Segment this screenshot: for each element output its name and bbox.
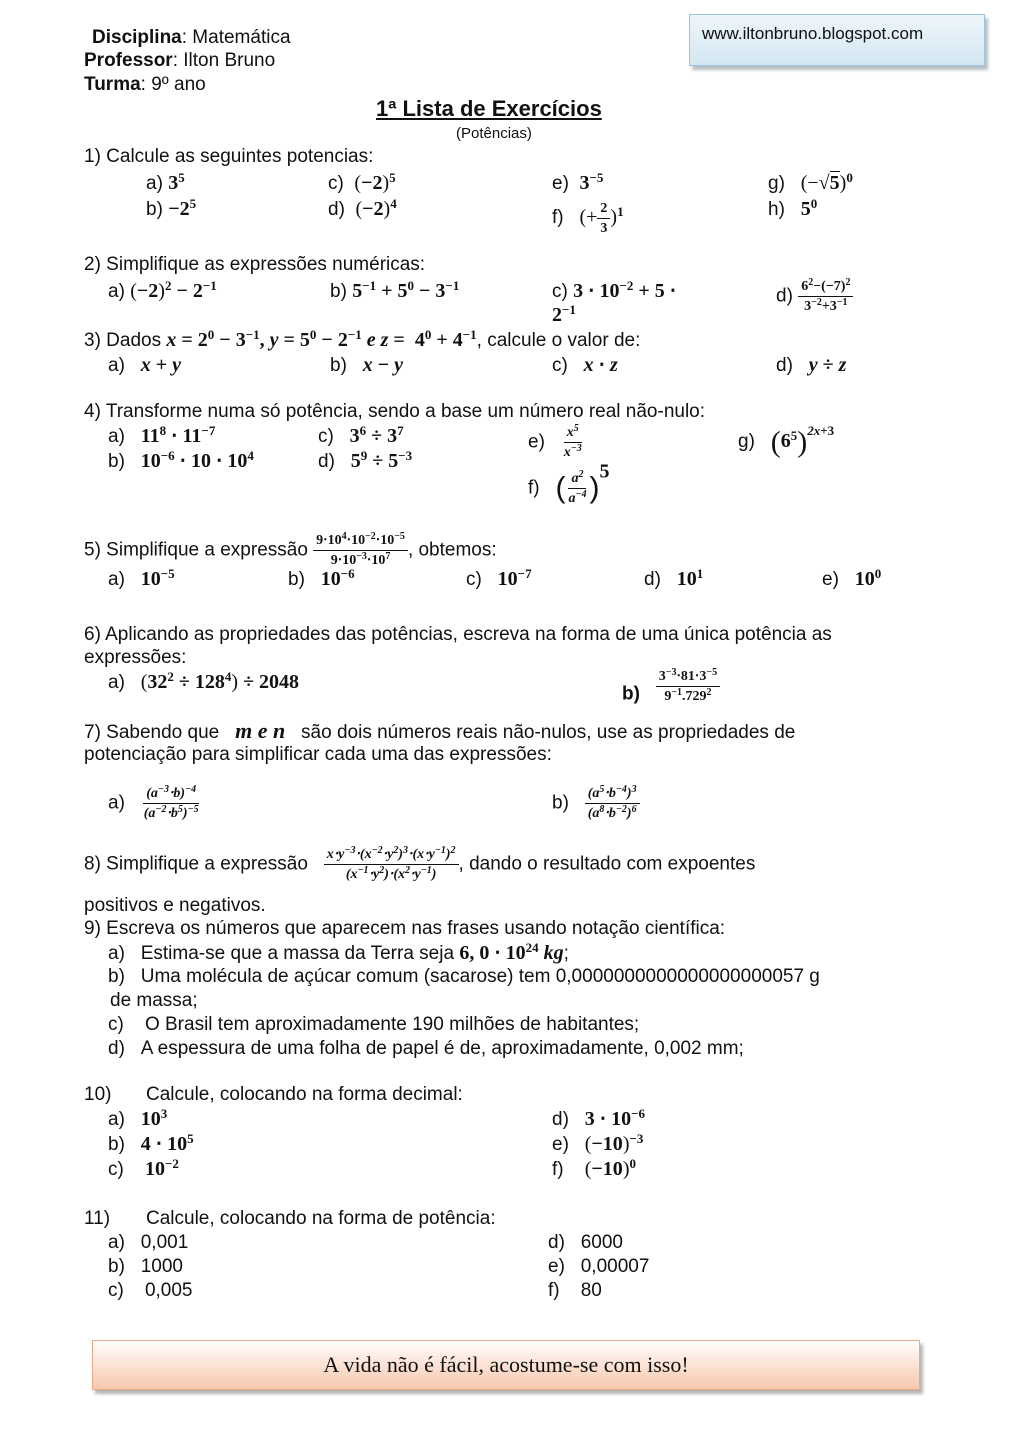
q1-statement: 1) Calcule as seguintes potencias: <box>84 146 374 167</box>
q2-c-cont: $2^{-1}$ <box>552 302 576 326</box>
q5-suffix: , obtemos: <box>407 539 497 561</box>
q1-c: c) $(-2)^5$ <box>328 170 396 194</box>
q1-e: e) $3^{-5}$ <box>552 170 604 194</box>
q1-g: g) $(-√5)^0$ <box>768 170 853 194</box>
q11-d-value: 6000 <box>580 1232 624 1253</box>
q1-b: $b) -2^5$ <box>146 196 197 220</box>
q9-statement: 9) Escreva os números que aparecem nas frases usando notação científica: <box>84 918 726 939</box>
q9-a-text: Estima-se que a massa da Terra seja <box>140 943 455 964</box>
q3-b: b) x − y <box>330 354 404 376</box>
q11-statement: Calcule, colocando na forma de potência: <box>146 1208 496 1229</box>
q3-prefix: 3) Dados <box>84 330 162 351</box>
q7-a: a) $\frac{(a^{-3}\cdot b)^{-4}}{(a^{-2}\cdot b^5)^{-5}}$ <box>108 784 199 821</box>
q11-e-value: 0,00007 <box>580 1256 650 1277</box>
q5-option-c: c) $10^{-7}$ <box>466 566 532 590</box>
page-title: 1ª Lista de Exercícios <box>376 96 602 121</box>
q11-f: f) 80 <box>548 1280 602 1301</box>
website-box <box>689 14 985 66</box>
q2-statement: 2) Simplifique as expressões numéricas: <box>84 254 426 275</box>
professor-value: : Ilton Bruno <box>172 50 276 71</box>
q10-a: a) $10^3$ <box>108 1106 168 1130</box>
q5-option-a: a) $10^{-5}$ <box>108 566 175 590</box>
q7-prefix: 7) Sabendo que <box>84 722 220 743</box>
professor-line <box>84 50 275 72</box>
page-subtitle: (Potências) <box>456 125 532 142</box>
q1-h: h) $5^0$ <box>768 196 818 220</box>
q9-d: d) A espessura de uma folha de papel é de, aproximadamente, 0,002 mm; <box>108 1038 744 1059</box>
q5-option-d: d) $10^1$ <box>644 566 704 590</box>
q10-b: b) $4 \cdot 10^5$ <box>108 1131 194 1155</box>
q4-statement: 4) Transforme numa só potência, sendo a base um número real não-nulo: <box>84 401 706 422</box>
q7-statement-cont: potenciação para simplificar cada uma das expressões: <box>84 744 552 765</box>
q11-d: d) 6000 <box>548 1232 624 1253</box>
q9-c: c) O Brasil tem aproximadamente 190 milhões de habitantes; <box>108 1014 640 1035</box>
turma-label: Turma <box>84 74 141 95</box>
q4-f: f) ( $\frac{a^2}{a^{-4}}$ )$^5$ <box>528 460 610 506</box>
q6-statement: 6) Aplicando as propriedades das potências, escreva na forma de uma única potência as <box>84 624 832 645</box>
q3-d: d) y ÷ z <box>776 354 847 376</box>
q9-b: b) Uma molécula de açúcar comum (sacarose) tem 0,0000000000000000000057 g <box>108 966 820 987</box>
q2-c: c) $3 \cdot 10^{-2} + 5$ ⋅ <box>552 278 677 302</box>
motto-box <box>92 1340 920 1390</box>
disciplina-label: Disciplina <box>92 27 182 48</box>
q10-number: 10) <box>84 1084 112 1105</box>
q8-statement-cont: positivos e negativos. <box>84 895 266 916</box>
q7-statement: 7) Sabendo que m e n são dois números reais não-nulos, use as propriedades de <box>84 718 796 743</box>
q8-statement: 8) Simplifique a expressão $\frac{x\cdot y^{-3}\cdot(x^{-2}\cdot y^2)^3\cdot(x\cdot y^{-1})^2}{(x^{-1}\cdot y^2)\cdot(x^2\cdot y^{-1})}$ , dando o resultado com expoentes <box>84 845 756 882</box>
q8-suffix: , dando o resultado com expoentes <box>458 853 756 875</box>
q10-e: e) $(-10)^{-3}$ <box>552 1131 644 1155</box>
q3-c: c) x ⋅ z <box>552 354 618 376</box>
q5-statement: 5) Simplifique a expressão $\frac{9\cdot 10^4\cdot 10^{-2}\cdot 10^{-5}}{9\cdot 10^{-3}\cdot 10^7}$ , obtemos: <box>84 531 497 568</box>
q3-a: a) x + y <box>108 354 182 376</box>
professor-label: Professor <box>84 50 173 71</box>
q9-b-text: Uma molécula de açúcar comum (sacarose) tem 0,0000000000000000000057 g <box>140 966 820 987</box>
q5-option-e: e) $10^0$ <box>822 566 882 590</box>
q11-c-value: 0,005 <box>144 1280 193 1301</box>
disciplina-value: : Matemática <box>181 27 291 48</box>
q3-statement: 3) Dados $x = 2^0 - 3^{-1}$, $y = 5^0 - 2^{-1}$ e $z = 4^0 + 4^{-1}$, calcule o valor de: <box>84 327 641 351</box>
q5-prefix: 5) Simplifique a expressão <box>84 539 308 561</box>
q1-a: a) $3^5$ <box>146 170 185 194</box>
q11-f-value: 80 <box>580 1280 602 1301</box>
q11-number: 11) <box>84 1208 111 1229</box>
q6-b: b) $\frac{3^{-3}\cdot 81\cdot 3^{-5}}{9^{-1}.729^2}$ <box>622 668 720 706</box>
q11-e: e) 0,00007 <box>548 1256 650 1277</box>
website-url: www.iltonbruno.blogspot.com <box>702 24 924 43</box>
q11-b-value: 1000 <box>140 1256 184 1277</box>
q9-d-text: A espessura de uma folha de papel é de, aproximadamente, 0,002 mm; <box>140 1038 744 1059</box>
q1-d: d) $(-2)^4$ <box>328 196 397 220</box>
q4-e: e) $\frac{x^5}{x^{-3}}$ <box>528 423 582 460</box>
q11-c: c) 0,005 <box>108 1280 193 1301</box>
q8-prefix: 8) Simplifique a expressão <box>84 853 308 875</box>
disciplina-line <box>92 27 291 49</box>
q5-option-b: b) $10^{-6}$ <box>288 566 355 590</box>
motto-text: A vida não é fácil, acostume-se com isso! <box>323 1352 689 1377</box>
q4-c: c) $3^6 \div 3^7$ <box>318 423 404 447</box>
q3-suffix: , calcule o valor de: <box>476 330 641 351</box>
q10-statement: Calcule, colocando na forma decimal: <box>146 1084 463 1105</box>
q6-a: a) $(32^2 \div 128^4) \div 2048$ <box>108 669 300 693</box>
turma-value: : 9º ano <box>140 74 206 95</box>
q11-a-value: 0,001 <box>140 1232 189 1253</box>
q2-d: d) $\frac{6^2-(-7)^2}{3^{-2}+3^{-1}}$ <box>776 278 853 315</box>
q6-statement-cont: expressões: <box>84 647 187 668</box>
turma-line <box>84 74 206 96</box>
q9-b-cont: de massa; <box>110 990 198 1011</box>
q10-c: c) $10^{-2}$ <box>108 1156 179 1180</box>
q10-d: d) $3 \cdot 10^{-6}$ <box>552 1106 646 1130</box>
q9-a: a) Estima-se que a massa da Terra seja 6, $0 \cdot 10^{24}$ kg; <box>108 940 569 964</box>
q1-f: f) (+ $\frac{2}{3}$ )$^1$ <box>552 201 624 236</box>
q4-a: a) $11^8 \cdot 11^{-7}$ <box>108 423 216 447</box>
q4-g: g) $(6^5)^{2x+3}$ <box>738 423 835 459</box>
q11-a: a) 0,001 <box>108 1232 189 1253</box>
q4-d: d) $5^9 \div 5^{-3}$ <box>318 448 413 472</box>
q9-c-text: O Brasil tem aproximadamente 190 milhões de habitantes; <box>144 1014 640 1035</box>
q4-b: b) $10^{-6} \cdot 10 \cdot 10^4$ <box>108 448 254 472</box>
q7-b: b) $\frac{(a^5\cdot b^{-4})^3}{(a^8\cdot b^{-2})^6}$ <box>552 785 640 822</box>
q11-b: b) 1000 <box>108 1256 184 1277</box>
q2-b: b) $5^{-1} + 5^0 - 3^{-1}$ <box>330 278 460 302</box>
q7-suffix: são dois números reais não-nulos, use as propriedades de <box>301 722 796 743</box>
q10-f: f) $(-10)^0$ <box>552 1156 636 1180</box>
q2-a: a) $(-2)^2 - 2^{-1}$ <box>108 278 217 302</box>
